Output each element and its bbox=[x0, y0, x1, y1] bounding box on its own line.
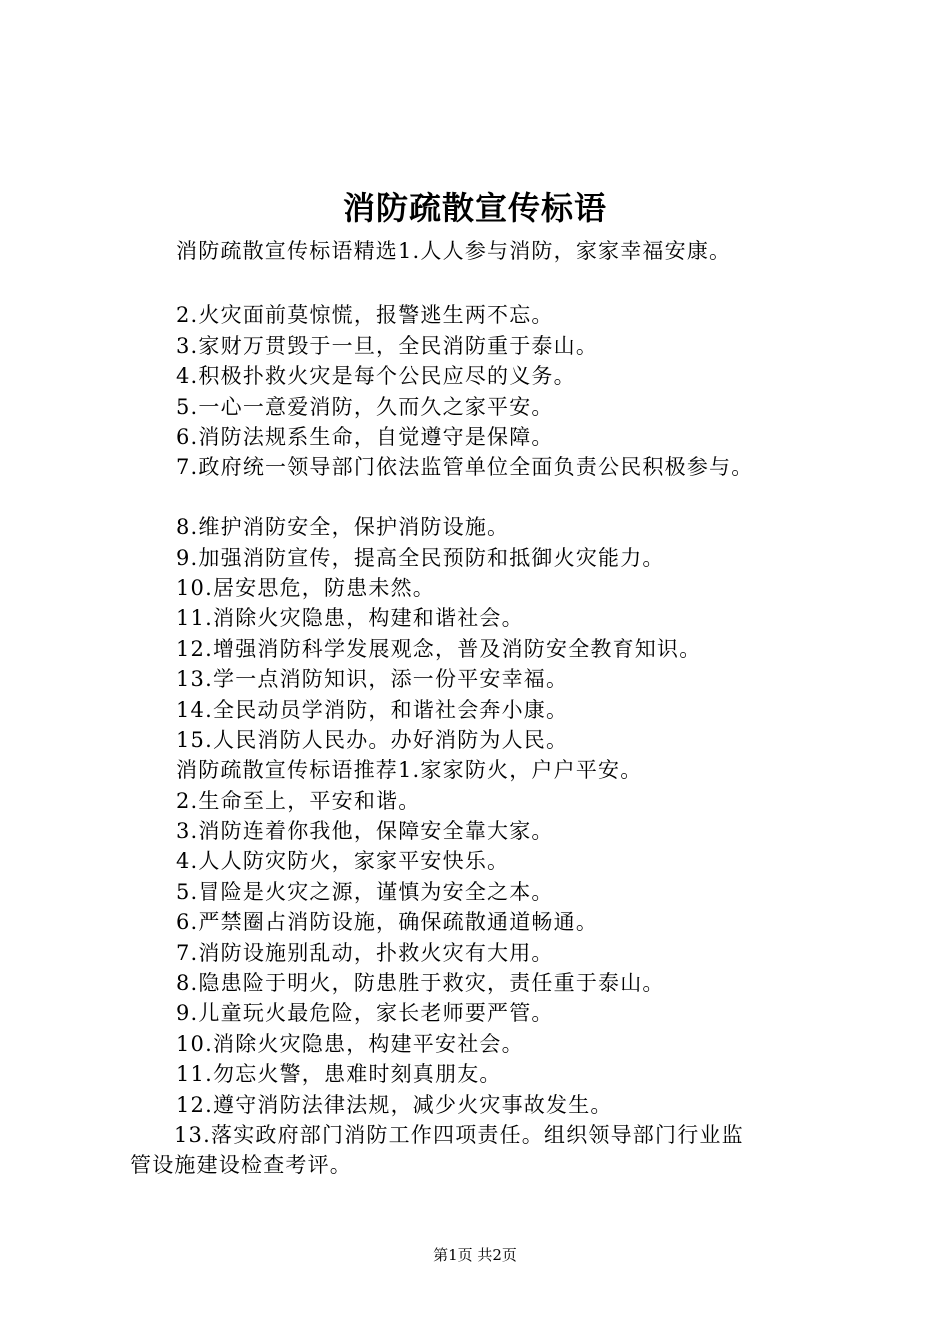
slogan-line: 10.消除火灾隐患，构建平安社会。 bbox=[176, 1032, 524, 1056]
slogan-line: 5.冒险是火灾之源，谨慎为安全之本。 bbox=[176, 880, 554, 904]
slogan-line: 消防疏散宣传标语推荐1.家家防火，户户平安。 bbox=[176, 758, 643, 782]
slogan-line: 12.增强消防科学发展观念，普及消防安全教育知识。 bbox=[176, 637, 702, 661]
slogan-line: 10.居安思危，防患未然。 bbox=[176, 576, 435, 600]
slogan-line: 2.生命至上，平安和谐。 bbox=[176, 789, 421, 813]
slogan-line: 11.勿忘火警，患难时刻真朋友。 bbox=[176, 1062, 502, 1086]
page-title: 消防疏散宣传标语 bbox=[342, 189, 607, 227]
slogan-line: 6.严禁圈占消防设施，确保疏散通道畅通。 bbox=[176, 910, 599, 934]
slogan-line: 13.学一点消防知识，添一份平安幸福。 bbox=[176, 667, 569, 691]
slogan-line: 5.一心一意爱消防，久而久之家平安。 bbox=[176, 395, 554, 419]
slogan-line: 4.积极扑救火灾是每个公民应尽的义务。 bbox=[176, 364, 576, 388]
slogan-line: 3.消防连着你我他，保障安全靠大家。 bbox=[176, 819, 554, 843]
slogan-line: 管设施建设检查考评。 bbox=[130, 1153, 352, 1177]
slogan-line: 4.人人防灾防火，家家平安快乐。 bbox=[176, 849, 510, 873]
slogan-line: 6.消防法规系生命，自觉遵守是保障。 bbox=[176, 425, 554, 449]
slogan-line: 9.加强消防宣传，提高全民预防和抵御火灾能力。 bbox=[176, 546, 665, 570]
slogan-line: 14.全民动员学消防，和谐社会奔小康。 bbox=[176, 698, 569, 722]
slogan-line: 2.火灾面前莫惊慌，报警逃生两不忘。 bbox=[176, 303, 554, 327]
slogan-line: 13.落实政府部门消防工作四项责任。组织领导部门行业监 bbox=[174, 1123, 744, 1147]
slogan-line: 8.隐患险于明火，防患胜于救灾，责任重于泰山。 bbox=[176, 971, 665, 995]
slogan-line: 3.家财万贯毁于一旦，全民消防重于泰山。 bbox=[176, 334, 599, 358]
slogan-line: 7.消防设施别乱动，扑救火灾有大用。 bbox=[176, 941, 554, 965]
slogan-line: 9.儿童玩火最危险，家长老师要严管。 bbox=[176, 1001, 554, 1025]
page-footer: 第1页 共2页 bbox=[433, 1246, 517, 1264]
slogan-line: 11.消除火灾隐患，构建和谐社会。 bbox=[176, 606, 524, 630]
slogan-line: 消防疏散宣传标语精选1.人人参与消防，家家幸福安康。 bbox=[176, 239, 732, 263]
slogan-line: 12.遵守消防法律法规，减少火灾事故发生。 bbox=[176, 1093, 613, 1117]
slogan-line: 15.人民消防人民办。办好消防为人民。 bbox=[176, 728, 569, 752]
slogan-line: 7.政府统一领导部门依法监管单位全面负责公民积极参与。 bbox=[176, 455, 754, 479]
slogan-line: 8.维护消防安全，保护消防设施。 bbox=[176, 515, 510, 539]
